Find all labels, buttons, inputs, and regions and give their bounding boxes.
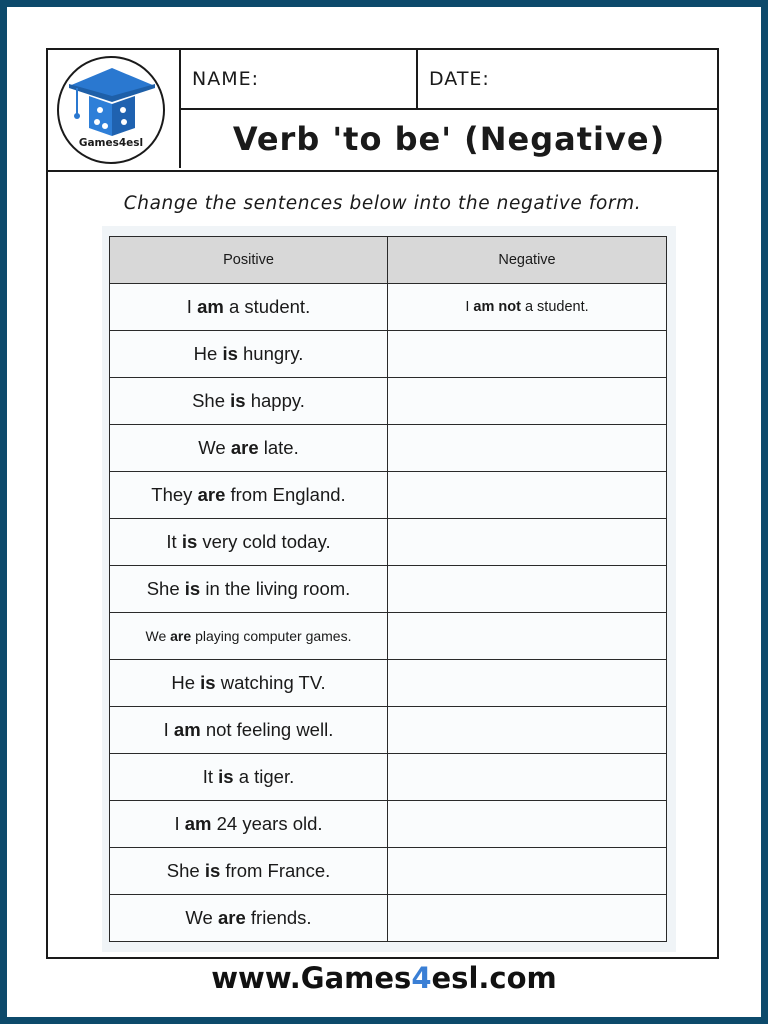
negative-answer-field[interactable] bbox=[388, 378, 667, 425]
games4esl-logo bbox=[57, 56, 165, 164]
table-row bbox=[110, 707, 667, 754]
positive-sentence: She is happy. bbox=[110, 378, 388, 425]
negative-answer-field[interactable] bbox=[388, 848, 667, 895]
positive-sentence: He is watching TV. bbox=[110, 660, 388, 707]
negative-answer-field[interactable] bbox=[388, 613, 667, 660]
negative-answer-field[interactable] bbox=[388, 660, 667, 707]
negative-answer-field[interactable] bbox=[388, 801, 667, 848]
positive-column-header: Positive bbox=[110, 237, 388, 284]
website-footer bbox=[7, 961, 761, 995]
exercise-table-container bbox=[102, 226, 676, 952]
date-label: DATE: bbox=[429, 68, 490, 90]
example-row bbox=[110, 284, 667, 331]
worksheet-page bbox=[7, 7, 761, 1017]
table-row bbox=[110, 378, 667, 425]
negative-answer-field[interactable] bbox=[388, 519, 667, 566]
positive-sentence: We are friends. bbox=[110, 895, 388, 942]
negative-answer-field[interactable] bbox=[388, 707, 667, 754]
graduation-cap-dice-icon bbox=[67, 66, 157, 138]
name-label: NAME: bbox=[192, 68, 260, 90]
footer-prefix: www.Games bbox=[211, 961, 412, 995]
table-row bbox=[110, 519, 667, 566]
instructions: Change the sentences below into the negative form. bbox=[123, 193, 642, 214]
positive-sentence: They are from England. bbox=[110, 472, 388, 519]
table-row bbox=[110, 754, 667, 801]
table-row bbox=[110, 895, 667, 942]
footer-accent: 4 bbox=[411, 961, 432, 995]
positive-sentence: I am 24 years old. bbox=[110, 801, 388, 848]
example-positive-sentence: I am a student. bbox=[110, 284, 388, 331]
negative-answer-field[interactable] bbox=[388, 566, 667, 613]
worksheet-sheet bbox=[46, 48, 719, 959]
table-row bbox=[110, 566, 667, 613]
positive-sentence: We are late. bbox=[110, 425, 388, 472]
exercise-table bbox=[109, 236, 667, 942]
negative-answer-field[interactable] bbox=[388, 895, 667, 942]
logo-text: Games4esl bbox=[78, 137, 144, 149]
negative-answer-field[interactable] bbox=[388, 425, 667, 472]
positive-sentence: She is in the living room. bbox=[110, 566, 388, 613]
positive-sentence: It is a tiger. bbox=[110, 754, 388, 801]
logo-cell bbox=[48, 50, 181, 168]
table-row bbox=[110, 660, 667, 707]
table-row bbox=[110, 801, 667, 848]
positive-sentence: She is from France. bbox=[110, 848, 388, 895]
table-header-row bbox=[110, 237, 667, 284]
name-field[interactable] bbox=[181, 50, 418, 110]
table-row bbox=[110, 425, 667, 472]
table-row bbox=[110, 848, 667, 895]
worksheet-header bbox=[48, 50, 717, 172]
positive-sentence: It is very cold today. bbox=[110, 519, 388, 566]
title-cell bbox=[181, 110, 717, 168]
negative-column-header: Negative bbox=[388, 237, 667, 284]
positive-sentence: We are playing computer games. bbox=[110, 613, 388, 660]
date-field[interactable] bbox=[418, 50, 717, 110]
table-row bbox=[110, 613, 667, 660]
footer-suffix: esl.com bbox=[431, 961, 557, 995]
table-row bbox=[110, 331, 667, 378]
example-negative-sentence: I am not a student. bbox=[388, 284, 667, 331]
negative-answer-field[interactable] bbox=[388, 472, 667, 519]
positive-sentence: He is hungry. bbox=[110, 331, 388, 378]
positive-sentence: I am not feeling well. bbox=[110, 707, 388, 754]
table-row bbox=[110, 472, 667, 519]
worksheet-title: Verb 'to be' (Negative) bbox=[232, 120, 666, 158]
negative-answer-field[interactable] bbox=[388, 754, 667, 801]
negative-answer-field[interactable] bbox=[388, 331, 667, 378]
